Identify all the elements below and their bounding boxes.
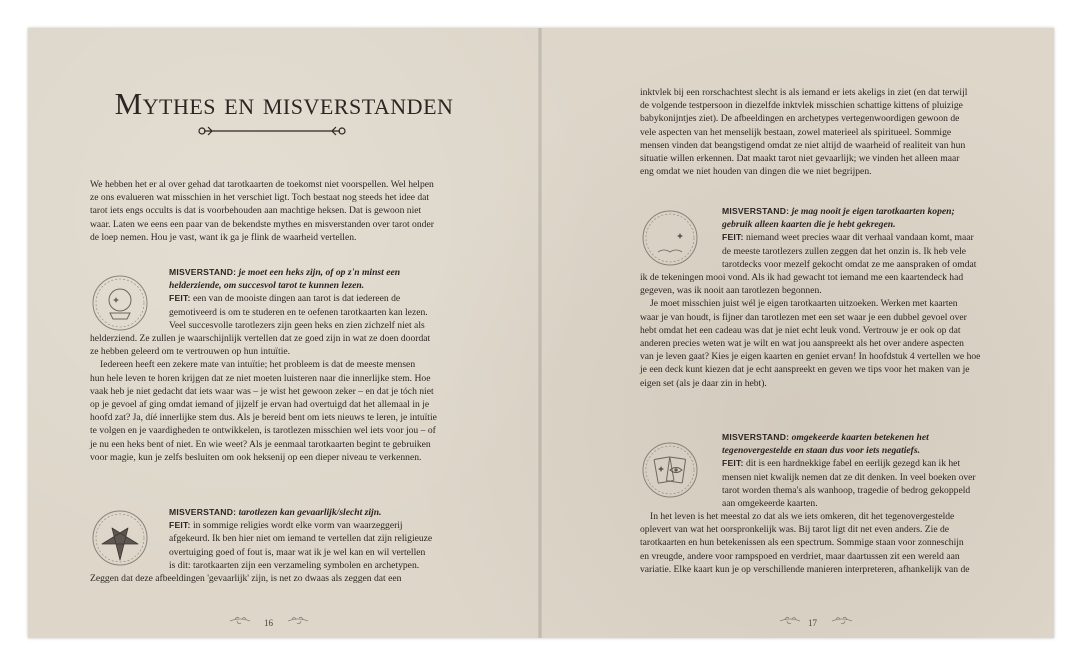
fact-text: een van de mooiste dingen aan tarot is dat iedereen de	[192, 293, 401, 305]
crystal-ball-icon	[90, 273, 150, 333]
text-line: en vreugde, andere voor rampspoed en verdriet, maar daartussen zit een wereld aan	[640, 550, 960, 562]
pentagram-icon	[90, 508, 150, 568]
myth-statement: je moet een heks zijn, of op z'n minst een	[238, 267, 401, 278]
myth-label: MISVERSTAND:	[169, 267, 237, 277]
myth-statement: tarotlezen kan gevaarlijk/slecht zijn.	[238, 507, 382, 518]
continuation-paragraph	[640, 86, 967, 178]
sprig-icon	[778, 615, 802, 627]
text-line: tarot worden thema's als wanhoop, tragedie of bedrog gekoppeld	[722, 484, 971, 496]
text-line: de volgende testpersoon in diezelfde inktvlek misschien schattige kittens of pluizige	[640, 100, 963, 112]
text-line: voor magie, kun je zelfs besluiten om ook heksenij op een dieper niveau te verkennen.	[90, 451, 422, 463]
text-line: ze hebben geleerd om te vertrouwen op hun intuïtie.	[90, 346, 291, 358]
text-line: hebt omdat het een cadeau was dat je niet echt leuk vond. Vertrouw je er ook op dat	[640, 324, 961, 336]
text-line: oplevert van wat het oorspronkelijk was. Bij tarot ligt dit net even anders. Zie de	[640, 524, 950, 536]
myth2-body	[90, 572, 401, 585]
text-line: babykonijntjes ziet). De afbeeldingen en archetypes vertegenwoordigen gewoon de	[640, 113, 960, 125]
fact-label: FEIT:	[722, 458, 744, 469]
text-line: helderziend. Ze zullen je waarschijnlijk vertellen dat ze goed zijn in wat ze doen doordat	[90, 333, 431, 344]
text-line: overtuiging goed of fout is, maar wat ik je wel kan en wil vertellen	[169, 546, 426, 558]
fact-text: niemand weet precies waar dit verhaal vandaan komt, maar	[745, 232, 974, 244]
text-line: ze ons evalueren wat misschien in het verschiet ligt. Toch bestaat nog steeds het idee dat	[90, 192, 430, 204]
text-line: anderen precies weten wat je wilt en wat jou aanspreekt als het over andere aspecten	[640, 337, 964, 349]
text-line: afgekeurd. Ik ben hier niet om iemand te vertellen dat zijn religieuze	[169, 533, 433, 545]
text-line: Iedereen heeft een zekere mate van intuïtie; het probleem is dat de meeste mensen	[100, 359, 416, 371]
fact-text: dit is een hardnekkige fabel en eerlijk gezegd kan ik het	[745, 458, 961, 470]
title-divider-ornament	[194, 124, 350, 138]
book-spread	[28, 28, 1054, 638]
fact-label: FEIT:	[722, 232, 744, 243]
text-line: In het leven is het meestal zo dat als we iets omkeren, dit het tegenovergestelde	[650, 511, 955, 522]
sprig-icon	[830, 615, 854, 627]
myth-statement: tegenovergestelde en staan dus voor iets negatiefs.	[722, 445, 920, 457]
text-line: je nu een heks bent of niet. En wie weet? Als je eenmaal tarotkaarten begint te gebruiken	[90, 438, 431, 450]
sprig-icon	[228, 615, 252, 627]
text-line: mensen vinden dat beangstigend omdat ze niet altijd de waarheid of realiteit van hun	[640, 139, 966, 151]
text-line: ik de tekeningen mooi vond. Als ik had gewacht tot iemand me een kaartendeck had	[640, 272, 964, 283]
intro-paragraph	[90, 178, 434, 244]
text-line: eigen set (als je daar zin in hebt).	[640, 377, 767, 389]
text-line: Veel succesvolle tarotlezers zijn geen heks en zien zichzelf niet als	[169, 319, 425, 331]
right-page	[542, 28, 1054, 638]
text-line: variatie. Elke kaart kun je op verschillende manieren interpreteren, afhankelijk van de	[640, 563, 970, 575]
myth-statement: gebruik alleen kaarten die je hebt gekregen.	[722, 219, 896, 231]
myth1-body	[90, 332, 437, 464]
myth-statement: omgekeerde kaarten betekenen het	[791, 432, 929, 443]
myth-statement: je mag nooit je eigen tarotkaarten kopen;	[791, 206, 955, 217]
left-page	[28, 28, 540, 638]
page-title: Mythes en misverstanden	[114, 86, 454, 121]
text-line: eng omdat we niet houden van dingen die we niet begrijpen.	[640, 166, 872, 178]
myth4-header	[722, 431, 976, 510]
text-line: inktvlek bij een rorschachtest slecht is als iemand er iets akeligs in ziet (en dat terwijl	[640, 87, 968, 98]
text-line: gegeven, was ik nooit aan tarotlezen begonnen.	[640, 285, 822, 297]
page-number: 17	[808, 618, 817, 628]
myth3-body	[640, 271, 980, 390]
text-line: hoofd zat? Ja, díé innerlijke stem dus. Als je bereid bent om iets nieuws te leren, je intuïtie	[90, 412, 437, 424]
sun-moon-icon	[640, 208, 700, 268]
myth-label: MISVERSTAND:	[722, 206, 790, 216]
page-number: 16	[264, 618, 273, 628]
text-line: je een deck kunt kiezen dat je echt aanspreekt en geven we tips voor het maken van je	[640, 364, 970, 376]
fact-label: FEIT:	[169, 293, 191, 304]
text-line: Zeggen dat deze afbeeldingen 'gevaarlijk' zijn, is net zo dwaas als zeggen dat een	[90, 573, 402, 584]
text-line: vaak heb je niet gedacht dat iets waar was – je wist het gewoon zeker – en dat je tóch niet	[90, 385, 434, 397]
eye-cards-icon	[640, 440, 700, 500]
fact-text: in sommige religies wordt elke vorm van waarzeggerij	[192, 520, 403, 532]
text-line: We hebben het er al over gehad dat tarotkaarten de toekomst niet voorspellen. Wel helpen	[90, 179, 434, 190]
myth-statement: helderziende, om succesvol tarot te kunnen lezen.	[169, 280, 365, 292]
text-line: vele aspecten van het menselijk bestaan, zowel materieel als spiritueel. Sommige	[640, 126, 952, 138]
fact-label: FEIT:	[169, 520, 191, 531]
text-line: op je gevoel af ging omdat iemand of jijzelf je ervan had overtuigd dat het allemaal in je	[90, 398, 430, 410]
myth4-body	[640, 510, 970, 576]
text-line: is dit: tarotkaarten zijn een verzameling symbolen en archetypen.	[169, 559, 420, 571]
text-line: aan omgekeerde kaarten.	[722, 497, 818, 509]
text-line: te volgen en je vaardigheden te ontwikkelen, is tarotlezen misschien wel iets voor jou – of	[90, 425, 436, 437]
myth1-header	[169, 266, 428, 332]
myth2-header	[169, 506, 432, 572]
myth-label: MISVERSTAND:	[722, 432, 790, 442]
text-line: waar. Laten we eens een paar van de bekendste mythes en misverstanden over tarot onder	[90, 218, 434, 230]
text-line: tarotkaarten en hun betekenissen als een spectrum. Sommige staan voor zonneschijn	[640, 537, 964, 549]
text-line: van je leven gaat? Kies je eigen kaarten en geniet ervan! In hoofdstuk 4 vertellen we hoe	[640, 351, 981, 363]
text-line: Je moet misschien juist wél je eigen tarotkaarten uitzoeken. Werken met kaarten	[650, 298, 958, 310]
text-line: waar je van houdt, is fijner dan tarotlezen met een set waar je een dubbel gevoel over	[640, 311, 967, 323]
sprig-icon	[286, 615, 310, 627]
text-line: tarotdecks voor mezelf gekocht omdat ze me aanspraken of omdat	[722, 258, 977, 270]
myth3-header	[722, 205, 976, 271]
myth-label: MISVERSTAND:	[169, 507, 237, 517]
text-line: de meeste tarotlezers zullen zeggen dat het onzin is. Ik heb vele	[722, 245, 967, 257]
text-line: situatie willen erkennen. Dat maakt tarot niet gevaarlijk; we vinden het alleen maar	[640, 152, 960, 164]
text-line: hun hele leven te horen krijgen dat ze niet moeten luisteren naar die innerlijke stem. Hoe	[90, 372, 431, 384]
text-line: gemotiveerd is om te studeren en te oefenen tarotkaarten kan lezen.	[169, 306, 428, 318]
text-line: de loep nemen. Hou je vast, want ik ga je flink de waarheid vertellen.	[90, 231, 357, 243]
text-line: mensen niet kwalijk nemen dat ze dit denken. In veel boeken over	[722, 471, 976, 483]
text-line: tarot iets engs occults is dat is voorbehouden aan machtige heksen. Dat is gewoon niet	[90, 205, 422, 217]
